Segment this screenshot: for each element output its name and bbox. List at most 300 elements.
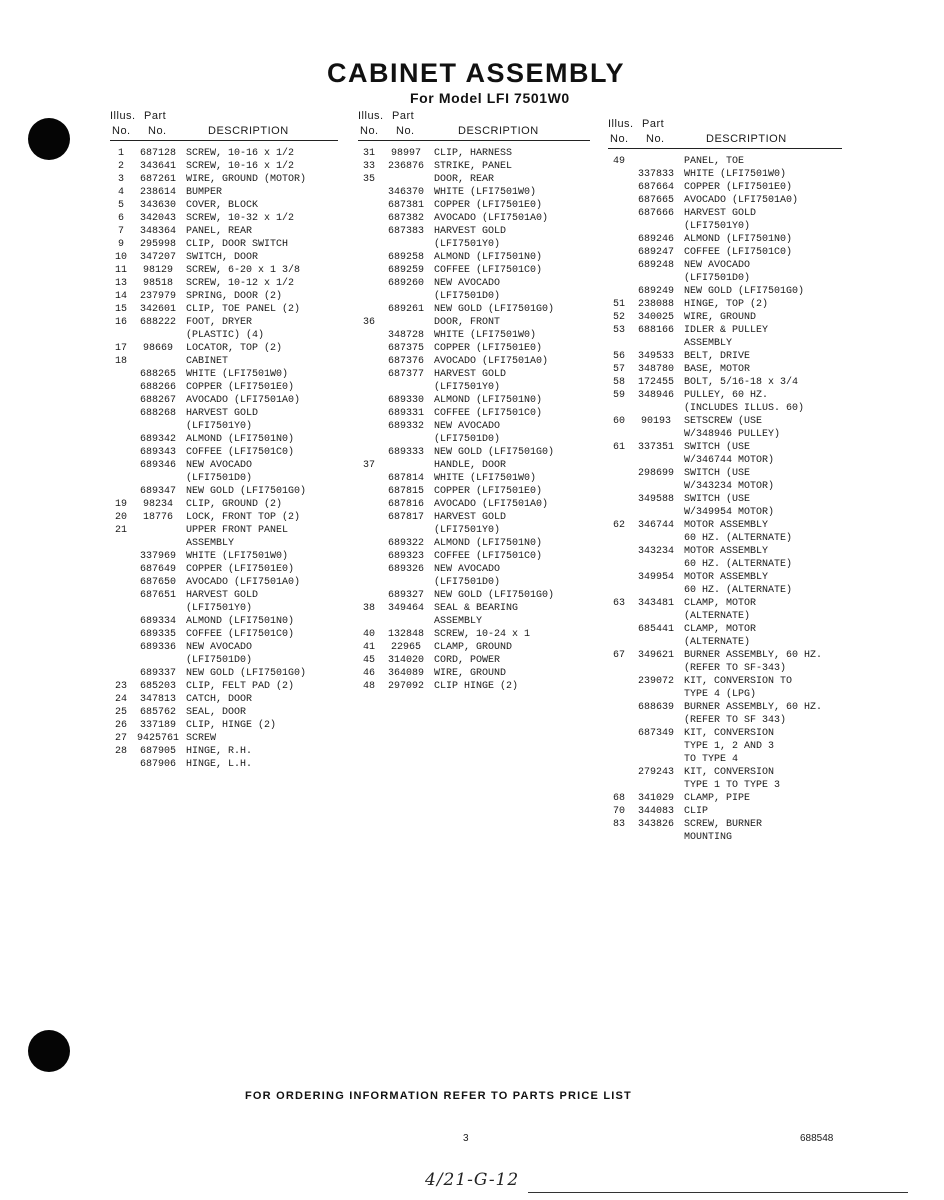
part-description: COFFEE (LFI7501C0) [186,447,295,458]
parts-row [358,264,590,277]
part-description: HARVEST GOLD [186,590,259,601]
part-number: 297092 [387,681,424,692]
parts-rows [110,147,338,771]
part-number: 685203 [139,681,176,692]
parts-row [110,303,338,316]
illus-number: 9 [117,239,124,250]
part-description: LOCATOR, TOP (2) [186,343,283,354]
part-number: 98669 [142,343,173,354]
column-header [110,110,338,141]
parts-row [110,329,338,342]
parts-row [608,493,842,506]
part-number: 348946 [637,390,674,401]
part-number: 688266 [139,382,176,393]
illus-number: 7 [117,226,124,237]
header-illus: Illus. [110,110,136,122]
parts-row [110,199,338,212]
parts-row [608,428,842,441]
part-number: 90193 [640,416,671,427]
part-number: 9425761 [136,733,179,744]
part-number: 689331 [387,408,424,419]
column-header [358,110,590,141]
part-description: WIRE, GROUND [684,312,757,323]
part-number: 688267 [139,395,176,406]
parts-row [110,381,338,394]
parts-row [608,220,842,233]
illus-number: 38 [362,603,375,614]
part-description: STRIKE, PANEL [434,161,513,172]
part-number: 689246 [637,234,674,245]
part-description: AVOCADO (LFI7501A0) [186,577,301,588]
part-description: COFFEE (LFI7501C0) [434,408,543,419]
part-description: WIRE, GROUND (MOTOR) [186,174,307,185]
part-description: SWITCH (USE [684,494,751,505]
parts-row [608,298,842,311]
part-number: 689342 [139,434,176,445]
part-description: CLIP, TOE PANEL (2) [186,304,301,315]
parts-row [608,584,842,597]
part-number: 343481 [637,598,674,609]
parts-row [608,467,842,480]
parts-row [110,576,338,589]
parts-row [358,186,590,199]
part-number: 22965 [390,642,421,653]
parts-row [358,277,590,290]
part-description: ALMOND (LFI7501N0) [186,434,295,445]
part-number: 346370 [387,187,424,198]
part-number: 685441 [637,624,674,635]
part-description: (REFER TO SF 343) [684,715,787,726]
part-number: 687664 [637,182,674,193]
header-description: DESCRIPTION [458,125,539,137]
parts-row [110,719,338,732]
parts-row [110,472,338,485]
illus-number: 28 [114,746,127,757]
part-number: 689330 [387,395,424,406]
parts-row [110,680,338,693]
part-description: ALMOND (LFI7501N0) [684,234,793,245]
part-number: 348780 [637,364,674,375]
part-number: 237979 [139,291,176,302]
part-number: 688166 [637,325,674,336]
illus-number: 53 [612,325,625,336]
part-number: 689260 [387,278,424,289]
parts-row [110,407,338,420]
header-part-no: No. [396,125,415,137]
part-number: 349954 [637,572,674,583]
parts-row [358,160,590,173]
part-number: 347207 [139,252,176,263]
parts-row [110,251,338,264]
part-number: 687814 [387,473,424,484]
part-description: (LFI7501Y0) [434,382,501,393]
part-description: WHITE (LFI7501W0) [434,187,537,198]
part-description: NEW AVOCADO [186,642,253,653]
part-description: W/346744 MOTOR) [684,455,775,466]
part-number: 98518 [142,278,173,289]
page-subtitle: For Model LFI 7501W0 [410,90,570,106]
part-description: WHITE (LFI7501W0) [186,369,289,380]
parts-row [608,259,842,272]
part-description: ASSEMBLY [434,616,483,627]
parts-row [110,433,338,446]
part-number: 689261 [387,304,424,315]
part-description: SPRING, DOOR (2) [186,291,283,302]
parts-row [110,277,338,290]
part-number: 685762 [139,707,176,718]
illus-number: 5 [117,200,124,211]
part-description: PANEL, REAR [186,226,253,237]
part-description: CLIP, FELT PAD (2) [186,681,295,692]
part-number: 687817 [387,512,424,523]
parts-row [110,498,338,511]
part-number: 98234 [142,499,173,510]
part-description: HINGE, TOP (2) [684,299,769,310]
illus-number: 19 [114,499,127,510]
part-description: SEAL & BEARING [434,603,519,614]
parts-row [110,290,338,303]
part-description: TYPE 1 TO TYPE 3 [684,780,781,791]
part-description: COPPER (LFI7501E0) [186,564,295,575]
parts-row [358,394,590,407]
part-number: 342043 [139,213,176,224]
parts-row [358,303,590,316]
part-description: SWITCH, DOOR [186,252,259,263]
part-description: BASE, MOTOR [684,364,751,375]
part-description: (LFI7501D0) [186,473,253,484]
part-description: LOCK, FRONT TOP (2) [186,512,301,523]
illus-number: 61 [612,442,625,453]
illus-number: 40 [362,629,375,640]
part-number: 348364 [139,226,176,237]
part-number: 688222 [139,317,176,328]
part-description: COPPER (LFI7501E0) [434,486,543,497]
part-description: CLIP [684,806,709,817]
part-description: WIRE, GROUND [434,668,507,679]
parts-row [608,675,842,688]
parts-row [110,758,338,771]
part-description: COFFEE (LFI7501C0) [684,247,793,258]
parts-row [608,168,842,181]
parts-rows [358,147,590,693]
part-description: SCREW, 10-24 x 1 [434,629,531,640]
part-description: HARVEST GOLD [684,208,757,219]
part-description: COFFEE (LFI7501C0) [434,265,543,276]
parts-row [110,654,338,667]
part-number: 295998 [139,239,176,250]
part-number: 688639 [637,702,674,713]
part-description: COFFEE (LFI7501C0) [186,629,295,640]
illus-number: 46 [362,668,375,679]
part-number: 687906 [139,759,176,770]
part-number: 343630 [139,200,176,211]
part-number: 689334 [139,616,176,627]
illus-number: 6 [117,213,124,224]
part-number: 349533 [637,351,674,362]
parts-row [608,649,842,662]
part-description: NEW GOLD (LFI7501G0) [434,304,555,315]
illus-number: 13 [114,278,127,289]
part-number: 689327 [387,590,424,601]
illus-number: 37 [362,460,375,471]
illus-number: 36 [362,317,375,328]
parts-row [110,732,338,745]
parts-row [110,238,338,251]
parts-row [358,485,590,498]
part-description: (ALTERNATE) [684,637,751,648]
part-number: 343234 [637,546,674,557]
illus-number: 4 [117,187,124,198]
illus-number: 70 [612,806,625,817]
part-description: (LFI7501Y0) [186,421,253,432]
part-description: SWITCH (USE [684,468,751,479]
parts-row [608,701,842,714]
parts-row [110,745,338,758]
binder-hole-bottom [28,1030,70,1072]
part-number: 687651 [139,590,176,601]
part-description: HARVEST GOLD [434,369,507,380]
header-part-no: No. [646,133,665,145]
parts-row [608,740,842,753]
parts-row [358,147,590,160]
parts-row [358,498,590,511]
part-description: WHITE (LFI7501W0) [434,473,537,484]
parts-row [358,524,590,537]
parts-row [608,415,842,428]
illus-number: 11 [114,265,127,276]
parts-row [358,381,590,394]
part-description: CLIP, HARNESS [434,148,513,159]
parts-row [358,342,590,355]
parts-row [358,550,590,563]
parts-row [608,324,842,337]
part-description: BURNER ASSEMBLY, 60 HZ. [684,650,823,661]
part-description: SCREW, 10-16 x 1/2 [186,161,295,172]
parts-row [608,246,842,259]
part-description: NEW AVOCADO [434,421,501,432]
parts-row [608,402,842,415]
part-description: W/348946 PULLEY) [684,429,781,440]
parts-row [358,173,590,186]
parts-row [110,186,338,199]
parts-row [608,779,842,792]
illus-number: 68 [612,793,625,804]
illus-number: 18 [114,356,127,367]
part-description: (LFI7501Y0) [434,525,501,536]
parts-row [358,576,590,589]
part-number: 314020 [387,655,424,666]
header-part: Part [144,110,167,122]
part-description: ALMOND (LFI7501N0) [186,616,295,627]
part-number: 172455 [637,377,674,388]
binder-hole-top [28,118,70,160]
part-description: HINGE, R.H. [186,746,253,757]
illus-number: 59 [612,390,625,401]
part-description: (LFI7501D0) [186,655,253,666]
illus-number: 57 [612,364,625,375]
header-part: Part [392,110,415,122]
part-description: NEW GOLD (LFI7501G0) [684,286,805,297]
parts-row [608,441,842,454]
header-illus-no: No. [112,125,131,137]
parts-row [110,641,338,654]
part-description: NEW AVOCADO [434,564,501,575]
handwritten-note: 4/21-G-12 [425,1170,520,1190]
part-description: (LFI7501Y0) [684,221,751,232]
part-description: CLIP HINGE (2) [434,681,519,692]
parts-row [358,368,590,381]
part-number: 689326 [387,564,424,575]
part-description: (ALTERNATE) [684,611,751,622]
parts-row [608,272,842,285]
illus-number: 41 [362,642,375,653]
parts-row [608,597,842,610]
part-description: PANEL, TOE [684,156,745,167]
part-description: NEW AVOCADO [684,260,751,271]
part-description: SCREW, BURNER [684,819,763,830]
parts-row [358,329,590,342]
part-description: TYPE 4 (LPG) [684,689,757,700]
parts-row [110,524,338,537]
part-number: 689336 [139,642,176,653]
parts-row [110,355,338,368]
parts-row [110,368,338,381]
part-description: COVER, BLOCK [186,200,259,211]
parts-row [110,342,338,355]
parts-row [608,285,842,298]
illus-number: 52 [612,312,625,323]
part-description: NEW GOLD (LFI7501G0) [186,668,307,679]
illus-number: 25 [114,707,127,718]
parts-row [110,511,338,524]
parts-row [358,316,590,329]
part-number: 349621 [637,650,674,661]
part-description: COPPER (LFI7501E0) [684,182,793,193]
part-description: W/349954 MOTOR) [684,507,775,518]
part-description: BELT, DRIVE [684,351,751,362]
part-description: HARVEST GOLD [186,408,259,419]
part-description: KIT, CONVERSION TO [684,676,793,687]
parts-rows [608,155,842,844]
part-description: ALMOND (LFI7501N0) [434,252,543,263]
parts-row [110,316,338,329]
illus-number: 60 [612,416,625,427]
illus-number: 24 [114,694,127,705]
parts-row [110,446,338,459]
part-number: 98129 [142,265,173,276]
parts-row [608,389,842,402]
part-number: 343641 [139,161,176,172]
part-description: SCREW, 10-12 x 1/2 [186,278,295,289]
part-number: 337969 [139,551,176,562]
part-description: SCREW [186,733,217,744]
illus-number: 16 [114,317,127,328]
part-number: 689332 [387,421,424,432]
parts-row [358,472,590,485]
part-number: 18776 [142,512,173,523]
parts-row [110,160,338,173]
part-description: MOTOR ASSEMBLY [684,572,769,583]
part-description: CORD, POWER [434,655,501,666]
parts-row [110,264,338,277]
parts-row [110,225,338,238]
part-description: CLAMP, GROUND [434,642,513,653]
parts-row [358,446,590,459]
illus-number: 67 [612,650,625,661]
part-description: HARVEST GOLD [434,512,507,523]
part-description: SEAL, DOOR [186,707,247,718]
part-number: 688268 [139,408,176,419]
part-number: 238614 [139,187,176,198]
ordering-note: FOR ORDERING INFORMATION REFER TO PARTS PRICE LIST [245,1090,632,1102]
parts-row [608,792,842,805]
illus-number: 21 [114,525,127,536]
part-description: BUMPER [186,187,223,198]
parts-row [358,290,590,303]
part-description: (LFI7501Y0) [186,603,253,614]
parts-row [358,251,590,264]
part-number: 687261 [139,174,176,185]
part-description: WHITE (LFI7501W0) [186,551,289,562]
part-number: 236876 [387,161,424,172]
parts-row [608,805,842,818]
part-description: CLAMP, MOTOR [684,598,757,609]
parts-row [358,212,590,225]
part-number: 337351 [637,442,674,453]
parts-row [358,537,590,550]
part-description: (LFI7501D0) [434,434,501,445]
part-number: 348728 [387,330,424,341]
part-description: CLIP, DOOR SWITCH [186,239,289,250]
parts-row [110,550,338,563]
part-description: 60 HZ. (ALTERNATE) [684,585,793,596]
part-number: 689248 [637,260,674,271]
document-number: 688548 [800,1133,834,1144]
part-number: 349464 [387,603,424,614]
part-number: 346744 [637,520,674,531]
part-description: COFFEE (LFI7501C0) [434,551,543,562]
part-description: (LFI7501D0) [684,273,751,284]
parts-row [110,667,338,680]
illus-number: 35 [362,174,375,185]
signature-line [528,1192,908,1193]
parts-column-3 [608,118,842,844]
part-number: 687382 [387,213,424,224]
part-description: CABINET [186,356,229,367]
part-description: MOTOR ASSEMBLY [684,546,769,557]
part-number: 279243 [637,767,674,778]
part-number: 98997 [390,148,421,159]
part-number: 689347 [139,486,176,497]
parts-row [358,602,590,615]
part-number: 687649 [139,564,176,575]
illus-number: 10 [114,252,127,263]
parts-row [358,238,590,251]
part-number: 337189 [139,720,176,731]
parts-row [608,480,842,493]
part-description: DOOR, REAR [434,174,495,185]
parts-column-1 [110,110,338,771]
illus-number: 51 [612,299,625,310]
part-description: PULLEY, 60 HZ. [684,390,769,401]
parts-row [608,714,842,727]
illus-number: 3 [117,174,124,185]
parts-row [608,727,842,740]
part-number: 132848 [387,629,424,640]
part-description: COPPER (LFI7501E0) [186,382,295,393]
parts-row [608,831,842,844]
part-description: FOOT, DRYER [186,317,253,328]
